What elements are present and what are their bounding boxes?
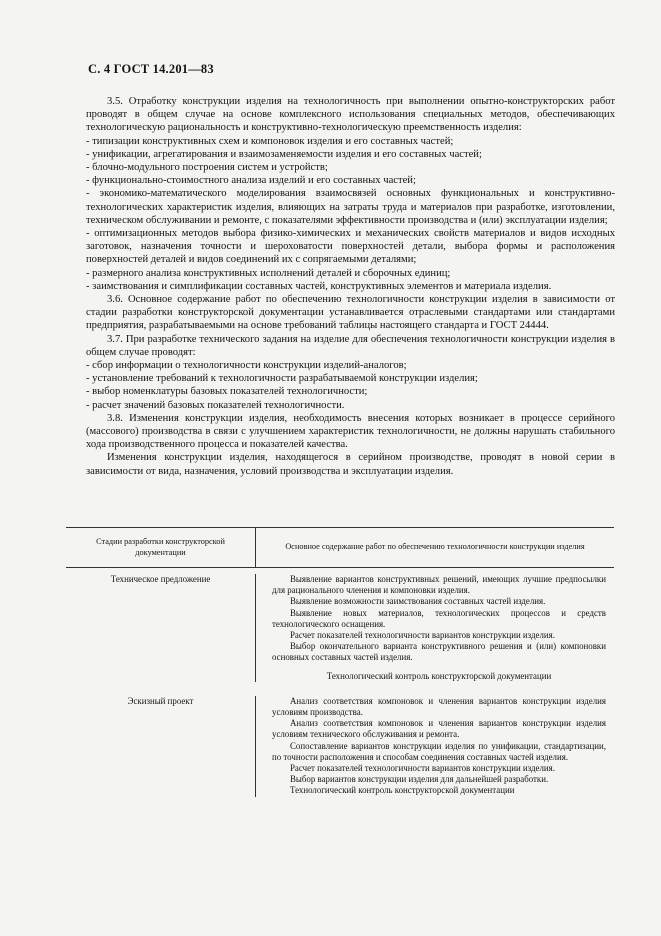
table-cell-content xyxy=(256,574,614,682)
list-item: - оптимизационных методов выбора физико-химических и механических свойств материалов и видов исходных заготовок, назначения точности и шероховатости поверхностей детали, выбора формы и расположения поверхностей деталей и видов соединений их с сопрягаемыми деталями; xyxy=(86,228,615,266)
list-item: - функционально-стоимостного анализа изделий и его составных частей; xyxy=(86,175,416,187)
list-item: - размерного анализа конструктивных исполнений деталей и сборочных единиц; xyxy=(86,267,451,279)
body-text xyxy=(86,95,615,478)
list-item: - экономико-математического моделирования взаимосвязей основных функциональных и конструктивно-технологических характеристик изделия, влияющих на затраты труда и материалов при разработке, изготовлении, техническом обслуживании и ремонте, с показателями эффективности производства и (или) эксплуатации изделия; xyxy=(86,188,615,226)
paragraph: Изменения конструкции изделия, находящегося в серийном производстве, проводят в новой серии в зависимости от вида, назначения, условий производства и эксплуатации изделия. xyxy=(86,452,615,477)
table-cell-stage: Техническое предложение xyxy=(66,574,256,682)
paragraph: 3.7. При разработке технического задания на изделие для обеспечения технологичности конструкции изделия в общем случае проводят: xyxy=(86,333,615,358)
table-header-content: Основное содержание работ по обеспечению технологичности конструкции изделия xyxy=(285,542,585,552)
list-item: - заимствования и симплификации составных частей, конструктивных элементов и материала изделия. xyxy=(86,280,552,292)
table-cell-item: Технологический контроль конструкторской документации xyxy=(290,785,515,796)
paragraph: 3.5. Отработку конструкции изделия на технологичность при выполнении опытно-конструкторских работ проводят в общем случае на основе комплексного использования специальных методов, обеспечивающих технологическую рациональность и конструктивно-технологическую преемственность изделия: xyxy=(86,96,615,134)
table-cell-item: Анализ соответствия компоновок и членения вариантов конструкции изделия условиям производства. xyxy=(272,695,606,718)
list-item: - выбор номенклатуры базовых показателей технологичности; xyxy=(86,386,368,398)
paragraph: 3.6. Основное содержание работ по обеспечению технологичности конструкции изделия в зависимости от стадии разработки конструкторской документации устанавливается отраслевыми стандартами или стандартами предприятия, разрабатываемыми на основе требований таблицы настоящего стандарта и ГОСТ 24444. xyxy=(86,294,615,332)
table-cell-item: Расчет показателей технологичности вариантов конструкции изделия. xyxy=(290,763,555,774)
page-header: С. 4 ГОСТ 14.201—83 xyxy=(88,62,214,76)
table-header-stage: Стадии разработки конструкторской документации xyxy=(66,528,256,567)
list-item: - сбор информации о технологичности конструкции изделий-аналогов; xyxy=(86,360,407,372)
table-cell-item: Выявление новых материалов, технологических процессов и средств технологического оснащения. xyxy=(272,607,606,629)
table-cell-item: Анализ соответствия компоновок и членения вариантов конструкции изделия условиям технического обслуживания и ремонта. xyxy=(272,718,606,740)
table-cell-item: Сопоставление вариантов конструкции изделия по унификации, стандартизации, по точности расположения и способам соединения составных частей изделия. xyxy=(272,740,606,762)
paragraph: 3.8. Изменения конструкции изделия, необходимость внесения которых возникает в процессе серийного (массового) производства в связи с улучшением характеристик технологичности, не должны нарушать стабильного хода производственного процесса и показателей качества. xyxy=(86,412,615,451)
table-cell-item: Технологический контроль конструкторской документации xyxy=(326,670,552,681)
table-cell-stage: Эскизный проект xyxy=(66,696,256,797)
table-cell-item: Выбор окончательного варианта конструктивного решения и (или) компоновки основных составных частей изделия. xyxy=(272,641,606,663)
table-cell-item: Расчет показателей технологичности вариантов конструкции изделия. xyxy=(290,630,555,641)
list-item: - блочно-модульного построения систем и устройств; xyxy=(86,162,328,174)
list-item: - установление требований к технологичности разрабатываемой конструкции изделия; xyxy=(86,373,478,385)
table-cell-content xyxy=(256,696,614,797)
table-row xyxy=(66,682,614,797)
list-item: - унификации, агрегатирования и взаимозаменяемости изделия и его составных частей; xyxy=(86,148,482,160)
stages-table xyxy=(66,527,614,797)
list-item: - расчет значений базовых показателей технологичности. xyxy=(86,399,345,411)
table-cell-item: Выявление вариантов конструктивных решений, имеющих лучшие предпосылки для рационального членения и компоновки изделия. xyxy=(272,574,606,596)
table-row xyxy=(66,568,614,682)
table-cell-item: Выявление возможности заимствования составных частей изделия. xyxy=(290,596,546,607)
table-cell-item: Выбор вариантов конструкции изделия для дальнейшей разработки. xyxy=(290,774,549,785)
table-header xyxy=(66,528,614,568)
list-item: - типизации конструктивных схем и компоновок изделия и его составных частей; xyxy=(86,135,454,147)
